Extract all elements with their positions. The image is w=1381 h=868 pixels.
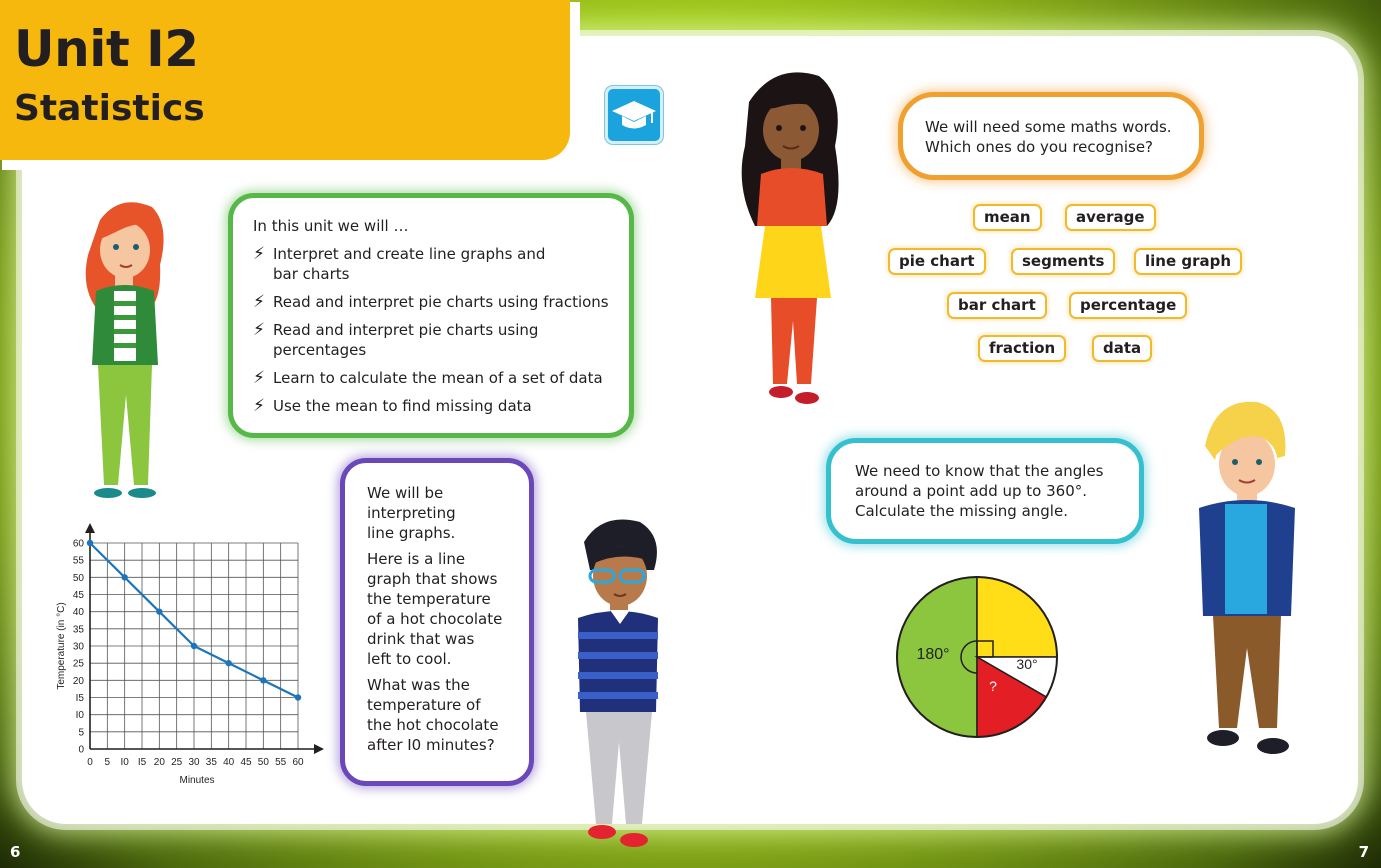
lightning-bolt-icon: ⚡ (253, 292, 265, 312)
text-line: the hot chocolate (367, 716, 499, 734)
x-tick-label: I0 (120, 757, 129, 768)
x-tick-label: 5 (104, 757, 111, 768)
goals-intro: In this unit we will … (253, 217, 409, 235)
vocab-tag-pie-chart[interactable]: pie chart (888, 248, 986, 275)
text-line: of a hot chocolate (367, 610, 503, 628)
x-tick-label: 60 (292, 757, 304, 768)
goal-text: Read and interpret pie charts using fractions (273, 293, 609, 311)
unit-title: Statistics (14, 88, 205, 129)
bubble-line: around a point add up to 360°. (855, 482, 1088, 500)
x-tick-label: 0 (87, 757, 93, 768)
unit-number: Unit I2 (14, 20, 199, 78)
goal-item (253, 396, 609, 416)
x-tick-label: 40 (223, 757, 235, 768)
text-line: What was the (367, 676, 470, 694)
unit-title-banner (0, 0, 570, 160)
pie-slice-label: 180° (916, 646, 950, 663)
y-tick-label: 0 (78, 744, 84, 756)
goal-text: Learn to calculate the mean of a set of data (273, 369, 603, 387)
unit-goals-bubble (228, 193, 634, 438)
boy-with-glasses-illustration (562, 512, 672, 852)
x-tick-label: 45 (240, 757, 252, 768)
vocab-tag-fraction[interactable]: fraction (978, 335, 1066, 362)
x-tick-label: 55 (275, 757, 287, 768)
lightning-bolt-icon: ⚡ (253, 320, 265, 340)
goal-item (253, 320, 609, 360)
bubble-paragraph (367, 549, 519, 669)
pie-slice-label: 30° (1016, 656, 1038, 672)
lightning-bolt-icon: ⚡ (253, 396, 265, 416)
y-tick-label: 60 (72, 538, 84, 550)
bubble-line: Which ones do you recognise? (925, 138, 1154, 156)
text-line: drink that was (367, 630, 475, 648)
y-tick-label: 5 (78, 727, 84, 739)
vocab-tag-average[interactable]: average (1065, 204, 1156, 231)
y-tick-label: I5 (75, 693, 84, 704)
x-tick-label: 20 (153, 757, 165, 768)
y-tick-label: 45 (72, 590, 84, 601)
girl-arms-crossed-illustration (735, 66, 850, 408)
blond-boy-illustration (1185, 398, 1305, 768)
text-line: left to cool. (367, 650, 452, 668)
text-line: Here is a line (367, 550, 466, 568)
page-number-left: 6 (10, 843, 21, 861)
vocab-tag-segments[interactable]: segments (1011, 248, 1115, 275)
goal-text: Use the mean to find missing data (273, 397, 532, 415)
vocab-tag-bar-chart[interactable]: bar chart (947, 292, 1047, 319)
y-tick-label: 20 (72, 675, 84, 687)
data-point (295, 694, 301, 700)
text-line: graph that shows (367, 570, 498, 588)
text-line: after I0 minutes? (367, 736, 495, 754)
vocab-tag-line-graph[interactable]: line graph (1134, 248, 1242, 275)
y-tick-label: 40 (72, 607, 84, 619)
goal-item (253, 292, 609, 312)
x-tick-label: I5 (137, 757, 147, 768)
vocab-tag-percentage[interactable]: percentage (1069, 292, 1187, 319)
y-tick-label: 55 (72, 555, 84, 567)
text-line: temperature of (367, 696, 481, 714)
lightning-bolt-icon: ⚡ (253, 244, 265, 264)
line-graph-bubble (340, 458, 534, 786)
vocab-tag-data[interactable]: data (1092, 335, 1152, 362)
goal-text: Interpret and create line graphs and (273, 245, 546, 263)
x-tick-label: 25 (171, 757, 183, 768)
y-tick-label: 30 (72, 641, 84, 653)
data-point (225, 660, 231, 666)
text-line: interpreting (367, 504, 456, 522)
angles-bubble (826, 438, 1144, 544)
goal-item (253, 244, 609, 284)
bubble-paragraph (367, 483, 519, 543)
x-tick-label: 35 (205, 757, 217, 768)
bubble-line: We need to know that the angles (855, 462, 1104, 480)
goal-text: Read and interpret pie charts using (273, 321, 539, 339)
vocab-tag-mean[interactable]: mean (973, 204, 1042, 231)
goal-text-cont: bar charts (273, 265, 350, 283)
data-point (121, 574, 127, 580)
pie-slice-label: ? (989, 678, 997, 694)
y-tick-label: I0 (75, 710, 84, 722)
data-point (87, 540, 93, 546)
x-axis-arrow (314, 744, 324, 754)
maths-words-bubble (898, 92, 1204, 180)
lightning-bolt-icon: ⚡ (253, 368, 265, 388)
angle-pie-chart (890, 570, 1065, 745)
goal-item (253, 368, 609, 388)
bubble-line: Calculate the missing angle. (855, 502, 1068, 520)
text-line: the temperature (367, 590, 491, 608)
graduation-cap-icon[interactable] (605, 86, 663, 144)
data-point (191, 643, 197, 649)
text-line: We will be (367, 484, 444, 502)
x-tick-label: 30 (188, 757, 200, 768)
goal-text-cont: percentages (273, 341, 367, 359)
y-axis-label: Temperature (in °C) (56, 602, 67, 690)
x-axis-label: Minutes (179, 775, 215, 786)
bubble-paragraph (367, 675, 519, 755)
bubble-line: We will need some maths words. (925, 118, 1172, 136)
data-point (156, 608, 162, 614)
data-point (260, 677, 266, 683)
page-number-right: 7 (1358, 843, 1369, 861)
text-line: line graphs. (367, 524, 456, 542)
pie-slice (977, 577, 1057, 657)
temperature-line-chart (52, 518, 324, 788)
y-axis-arrow (85, 523, 95, 533)
y-tick-label: 50 (72, 572, 84, 584)
x-tick-label: 50 (257, 757, 269, 768)
y-tick-label: 25 (72, 658, 84, 670)
girl-character-illustration (60, 195, 185, 507)
y-tick-label: 35 (72, 624, 84, 636)
